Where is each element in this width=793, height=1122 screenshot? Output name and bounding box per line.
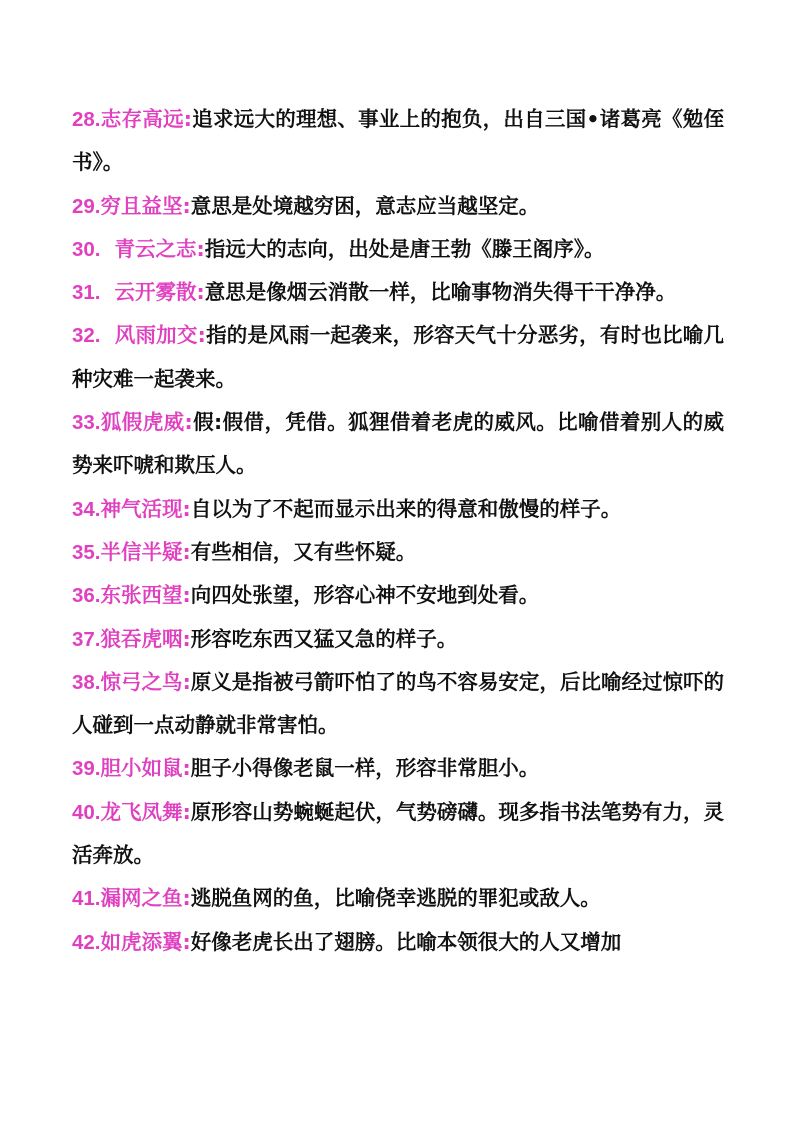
- idiom-definition: 逃脱鱼网的鱼，比喻侥幸逃脱的罪犯或敌人。: [190, 886, 601, 911]
- idiom-definition: 指远大的志向，出处是唐王勃《滕王阁序》。: [204, 236, 605, 261]
- idiom-term: 惊弓之鸟: [100, 669, 183, 694]
- idiom-term: 狐假虎威: [100, 410, 185, 435]
- entry-number: 37.: [72, 627, 101, 651]
- idiom-term: 穷且益坚: [100, 193, 183, 218]
- idiom-definition: 胆子小得像老鼠一样，形容非常胆小。: [190, 756, 540, 781]
- idiom-entry-39: [72, 747, 724, 790]
- idiom-term: 志存高远: [100, 107, 184, 131]
- idiom-entry-42: [72, 921, 724, 964]
- entry-number: 36.: [72, 584, 101, 608]
- entry-number: 32.: [72, 324, 101, 348]
- idiom-term: 云开雾散: [114, 280, 197, 305]
- entry-number: 30.: [72, 237, 101, 261]
- separator: :: [182, 886, 191, 911]
- entry-number: 33.: [72, 411, 101, 435]
- entry-number: 29.: [72, 194, 101, 218]
- separator: :: [182, 193, 191, 218]
- separator: :: [182, 799, 191, 824]
- entry-number: 28.: [72, 108, 101, 131]
- idiom-definition: 向四处张望，形容心神不安地到处看。: [190, 583, 540, 608]
- idiom-definition: 指的是风雨一起袭来，形容天气十分恶劣，有时也比喻几种灾难一起袭来。: [72, 323, 725, 391]
- idiom-term: 半信半疑: [100, 539, 183, 564]
- idiom-term: 如虎添翼: [100, 929, 183, 954]
- idiom-entry-30: [72, 228, 724, 271]
- entry-number: 35.: [72, 540, 101, 564]
- idiom-entry-34: [72, 488, 724, 531]
- idiom-definition: 好像老虎长出了翅膀。比喻本领很大的人又增加: [190, 929, 622, 954]
- separator: :: [184, 410, 193, 435]
- idiom-definition: 形容吃东西又猛又急的样子。: [190, 626, 458, 651]
- idiom-term: 东张西望: [100, 583, 183, 608]
- separator: :: [182, 496, 191, 521]
- idiom-entry-35: [72, 531, 724, 574]
- separator: :: [182, 929, 191, 954]
- idiom-entry-33: [72, 401, 724, 488]
- separator: :: [183, 107, 192, 131]
- idiom-entry-41: [72, 877, 724, 920]
- idiom-definition: 假:假借，凭借。狐狸借着老虎的威风。比喻借着别人的威势来吓唬和欺压人。: [72, 410, 724, 478]
- separator: :: [182, 669, 191, 694]
- entry-number: 39.: [72, 757, 101, 781]
- entry-number: 41.: [72, 887, 101, 911]
- idiom-list: [72, 98, 724, 964]
- idiom-term: 狼吞虎咽: [100, 626, 183, 651]
- idiom-entry-38: [72, 661, 724, 748]
- idiom-definition: 追求远大的理想、事业上的抱负，出自三国•诸葛亮《勉侄书》。: [72, 107, 725, 175]
- idiom-definition: 原义是指被弓箭吓怕了的鸟不容易安定，后比喻经过惊吓的人碰到一点动静就非常害怕。: [72, 669, 725, 738]
- idiom-term: 漏网之鱼: [100, 886, 183, 911]
- idiom-term: 龙飞凤舞: [100, 799, 183, 824]
- separator: :: [182, 539, 191, 564]
- idiom-entry-37: [72, 618, 724, 661]
- idiom-entry-29: [72, 185, 724, 228]
- idiom-entry-28: [72, 98, 724, 185]
- idiom-definition: 有些相信，又有些怀疑。: [190, 539, 417, 564]
- entry-number: 38.: [72, 670, 101, 694]
- idiom-entry-36: [72, 574, 724, 617]
- separator: :: [182, 756, 191, 781]
- idiom-definition: 意思是像烟云消散一样，比喻事物消失得干干净净。: [204, 280, 677, 305]
- idiom-entry-40: [72, 791, 724, 878]
- idiom-definition: 意思是处境越穷困，意志应当越坚定。: [190, 193, 540, 218]
- idiom-entry-31: [72, 271, 724, 314]
- idiom-definition: 自以为了不起而显示出来的得意和傲慢的样子。: [190, 496, 622, 521]
- entry-number: 31.: [72, 281, 101, 305]
- idiom-term: 风雨加交: [114, 323, 198, 348]
- entry-number: 34.: [72, 497, 101, 521]
- separator: :: [182, 626, 191, 651]
- idiom-term: 胆小如鼠: [100, 756, 183, 781]
- separator: :: [196, 236, 205, 261]
- idiom-term: 神气活现: [100, 496, 183, 521]
- idiom-definition: 原形容山势蜿蜒起伏，气势磅礴。现多指书法笔势有力，灵活奔放。: [72, 799, 725, 868]
- separator: :: [196, 280, 205, 305]
- idiom-term: 青云之志: [114, 236, 197, 261]
- separator: :: [182, 583, 191, 608]
- entry-number: 40.: [72, 800, 101, 824]
- separator: :: [197, 323, 206, 348]
- entry-number: 42.: [72, 930, 101, 954]
- idiom-entry-32: [72, 314, 724, 401]
